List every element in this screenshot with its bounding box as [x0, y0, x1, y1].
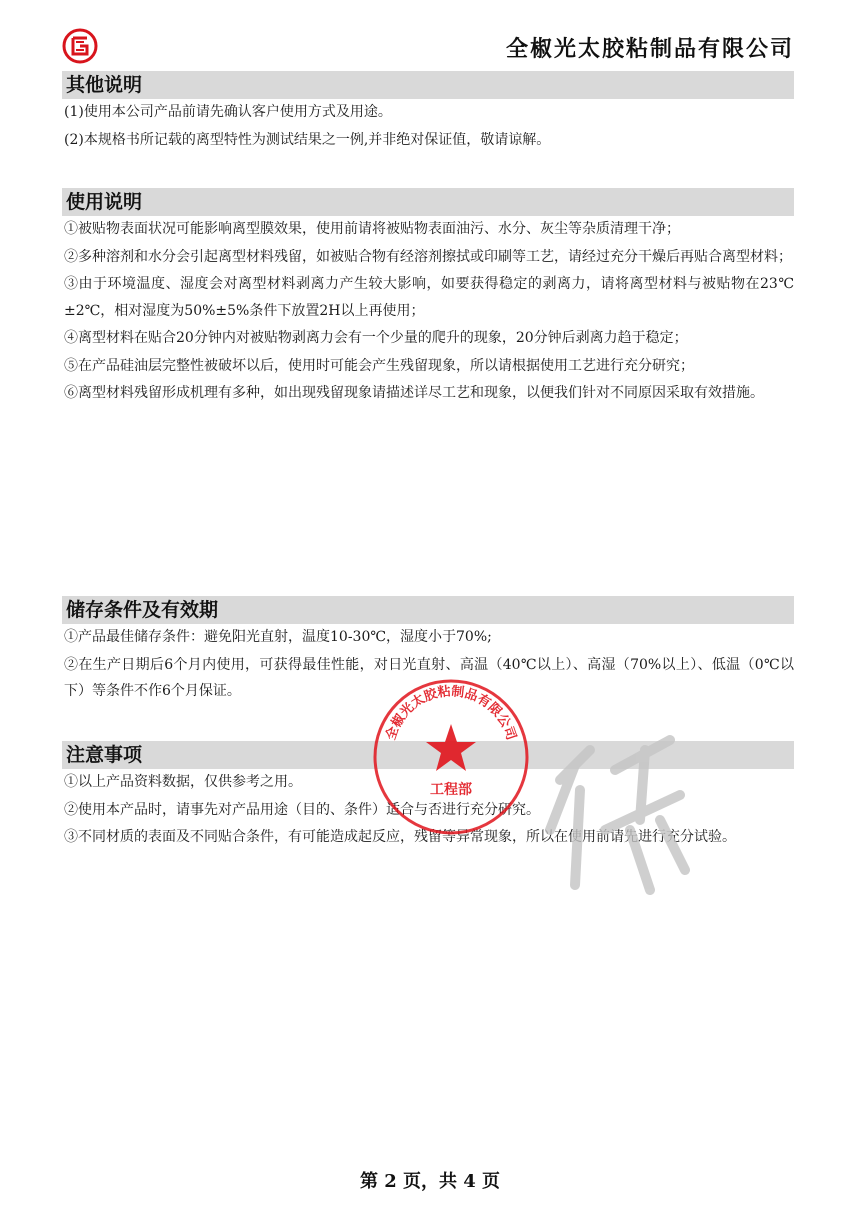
paragraph: ②多种溶剂和水分会引起离型材料残留，如被贴合物有经溶剂擦拭或印刷等工艺，请经过充分干燥后再贴合离型材料； — [64, 248, 792, 265]
paragraph: ②使用本产品时，请事先对产品用途（目的、条件）适合与否进行充分研究。 — [64, 801, 540, 818]
paragraph: ②在生产日期后6个月内使用，可获得最佳性能，对日光直射、高温（40℃以上）、高湿（70%以上）、低温（0℃以下）等条件不作6个月保证。 — [64, 656, 794, 699]
paragraph: (2)本规格书所记载的离型特性为测试结果之一例,并非绝对保证值，敬请谅解。 — [64, 131, 551, 148]
paragraph: ⑤在产品硅油层完整性被破坏以后，使用时可能会产生残留现象，所以请根据使用工艺进行充分研究； — [64, 357, 694, 374]
company-logo-icon — [62, 28, 98, 64]
paragraph: ④离型材料在贴合20分钟内对被贴物剥离力会有一个少量的爬升的现象，20分钟后剥离力趋于稳定； — [64, 330, 688, 346]
company-seal — [370, 676, 532, 838]
section-title: 注意事项 — [62, 741, 794, 769]
section-title: 使用说明 — [62, 188, 794, 216]
section-usage-notes — [62, 188, 794, 407]
paragraph: ①被贴物表面状况可能影响离型膜效果，使用前请将被贴物表面油污、水分、灰尘等杂质清理干净； — [64, 221, 680, 237]
section-title: 其他说明 — [62, 71, 794, 99]
paragraph: ⑥离型材料残留形成机理有多种，如出现残留现象请描述详尽工艺和现象，以便我们针对不同原因采取有效措施。 — [64, 385, 764, 401]
paragraph: ①产品最佳储存条件：避免阳光直射，温度10-30℃，湿度小于70%; — [64, 629, 492, 645]
section-other-notes — [62, 71, 794, 153]
paragraph: ①以上产品资料数据，仅供参考之用。 — [64, 774, 302, 790]
paragraph: ③不同材质的表面及不同贴合条件，有可能造成起反应，残留等异常现象，所以在使用前请先进行充分试验。 — [64, 829, 736, 845]
seal-star-icon — [426, 724, 476, 771]
seal-department: 工程部 — [430, 782, 472, 798]
signature-mark — [520, 710, 710, 900]
page-number: 第 2 页，共 4 页 — [359, 1171, 501, 1192]
seal-ring-text: 全椒光太胶粘制品有限公司 — [383, 684, 519, 743]
paragraph: (1)使用本公司产品前请先确认客户使用方式及用途。 — [64, 104, 392, 120]
section-title: 储存条件及有效期 — [62, 596, 794, 624]
company-name: 全椒光太胶粘制品有限公司 — [505, 37, 794, 62]
paragraph: ③由于环境温度、湿度会对离型材料剥离力产生较大影响，如要获得稳定的剥离力，请将离型材料与被贴物在23℃±2℃，相对湿度为50%±5%条件下放置2H以上再使用； — [64, 276, 794, 319]
